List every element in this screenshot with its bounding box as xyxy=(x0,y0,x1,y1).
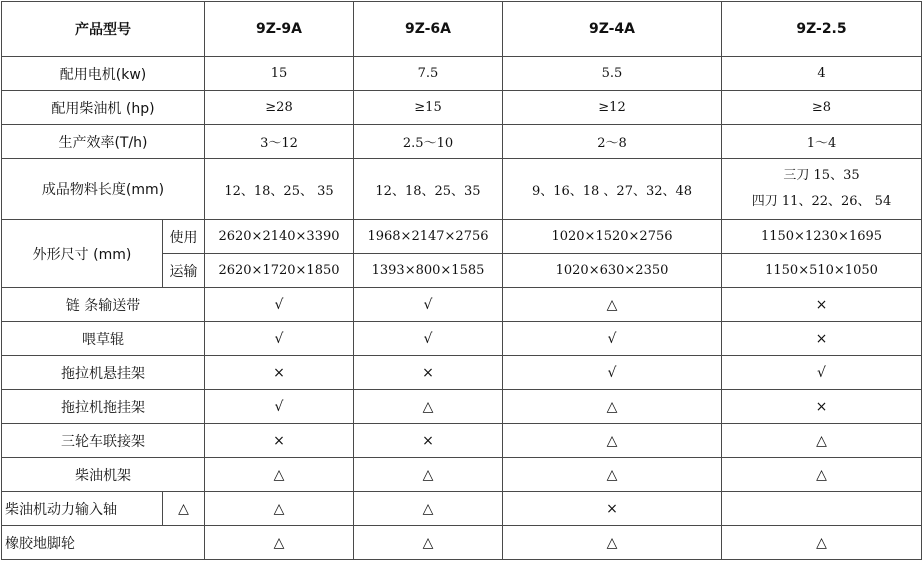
table-cell: △ xyxy=(503,424,722,458)
table-row xyxy=(2,57,922,91)
tractor-tow-label: 拖拉机拖挂架 xyxy=(2,390,205,424)
table-row xyxy=(2,322,922,356)
table-cell: △ xyxy=(354,526,503,560)
table-cell: ≥15 xyxy=(354,91,503,125)
header-row xyxy=(2,2,922,57)
table-cell: 7.5 xyxy=(354,57,503,91)
diesel-frame-label: 柴油机架 xyxy=(2,458,205,492)
table-cell: √ xyxy=(503,322,722,356)
table-cell: 1150×510×1050 xyxy=(722,254,922,288)
table-cell: ≥28 xyxy=(205,91,354,125)
table-cell: 1393×800×1585 xyxy=(354,254,503,288)
table-cell: △ xyxy=(163,492,205,526)
table-cell: 2620×2140×3390 xyxy=(205,220,354,254)
table-cell: 1020×630×2350 xyxy=(503,254,722,288)
table-row xyxy=(2,125,922,159)
table-cell: 3～12 xyxy=(205,125,354,159)
table-cell: △ xyxy=(503,526,722,560)
table-cell: △ xyxy=(205,492,354,526)
table-cell: △ xyxy=(722,458,922,492)
table-cell: √ xyxy=(205,390,354,424)
dimensions-use-label: 使用 xyxy=(163,220,205,254)
tractor-mount-label: 拖拉机悬挂架 xyxy=(2,356,205,390)
table-row xyxy=(2,458,922,492)
dimensions-label: 外形尺寸 (mm) xyxy=(2,220,163,288)
table-cell: 2～8 xyxy=(503,125,722,159)
table-cell: △ xyxy=(503,458,722,492)
model-9z-4a: 9Z-4A xyxy=(503,2,722,57)
table-cell xyxy=(722,492,922,526)
table-cell: × xyxy=(354,356,503,390)
table-cell: 12、18、25、35 xyxy=(354,159,503,220)
table-cell: √ xyxy=(205,322,354,356)
table-cell: △ xyxy=(354,458,503,492)
table-row xyxy=(2,492,922,526)
table-row xyxy=(2,91,922,125)
table-cell: × xyxy=(722,288,922,322)
length-four-blade: 四刀 11、22、26、 54 xyxy=(751,194,892,209)
table-row xyxy=(2,288,922,322)
table-cell: × xyxy=(205,356,354,390)
motor-label: 配用电机(kw) xyxy=(2,57,205,91)
table-cell: 9、16、18 、27、32、48 xyxy=(503,159,722,220)
length-three-blade: 三刀 15、35 xyxy=(783,168,860,183)
table-cell: △ xyxy=(503,390,722,424)
table-cell: ≥8 xyxy=(722,91,922,125)
model-9z-6a: 9Z-6A xyxy=(354,2,503,57)
table-row xyxy=(2,424,922,458)
table-cell: 15 xyxy=(205,57,354,91)
table-cell: △ xyxy=(722,424,922,458)
table-cell: √ xyxy=(205,288,354,322)
table-cell: 1968×2147×2756 xyxy=(354,220,503,254)
table-cell xyxy=(722,159,922,220)
length-label: 成品物料长度(mm) xyxy=(2,159,205,220)
feed-roller-label: 喂草辊 xyxy=(2,322,205,356)
table-cell: 2620×1720×1850 xyxy=(205,254,354,288)
table-row xyxy=(2,159,922,220)
table-cell: 1150×1230×1695 xyxy=(722,220,922,254)
model-9z-2-5: 9Z-2.5 xyxy=(722,2,922,57)
table-cell: 2.5～10 xyxy=(354,125,503,159)
table-cell: △ xyxy=(722,526,922,560)
table-cell: √ xyxy=(503,356,722,390)
table-cell: 1～4 xyxy=(722,125,922,159)
table-cell: × xyxy=(354,424,503,458)
model-header-label: 产品型号 xyxy=(2,2,205,57)
table-cell: 1020×1520×2756 xyxy=(503,220,722,254)
table-cell: √ xyxy=(722,356,922,390)
table-cell: 12、18、25、 35 xyxy=(205,159,354,220)
table-cell: 5.5 xyxy=(503,57,722,91)
pto-shaft-label: 柴油机动力输入轴 xyxy=(2,492,163,526)
table-row xyxy=(2,356,922,390)
diesel-label: 配用柴油机 (hp) xyxy=(2,91,205,125)
efficiency-label: 生产效率(T/h) xyxy=(2,125,205,159)
table-cell: △ xyxy=(205,458,354,492)
model-9z-9a: 9Z-9A xyxy=(205,2,354,57)
table-row xyxy=(2,220,922,254)
table-cell: 4 xyxy=(722,57,922,91)
spec-table xyxy=(1,1,922,560)
table-cell: × xyxy=(503,492,722,526)
table-cell: △ xyxy=(354,390,503,424)
chain-label: 链 条输送带 xyxy=(2,288,205,322)
table-cell: × xyxy=(722,390,922,424)
dimensions-transport-label: 运输 xyxy=(163,254,205,288)
table-row xyxy=(2,390,922,424)
table-cell: √ xyxy=(354,288,503,322)
table-cell: △ xyxy=(503,288,722,322)
table-cell: ≥12 xyxy=(503,91,722,125)
table-cell: √ xyxy=(354,322,503,356)
rubber-wheel-label: 橡胶地脚轮 xyxy=(2,526,205,560)
table-row xyxy=(2,526,922,560)
tricycle-label: 三轮车联接架 xyxy=(2,424,205,458)
table-cell: × xyxy=(722,322,922,356)
table-cell: × xyxy=(205,424,354,458)
table-cell: △ xyxy=(354,492,503,526)
table-cell: △ xyxy=(205,526,354,560)
